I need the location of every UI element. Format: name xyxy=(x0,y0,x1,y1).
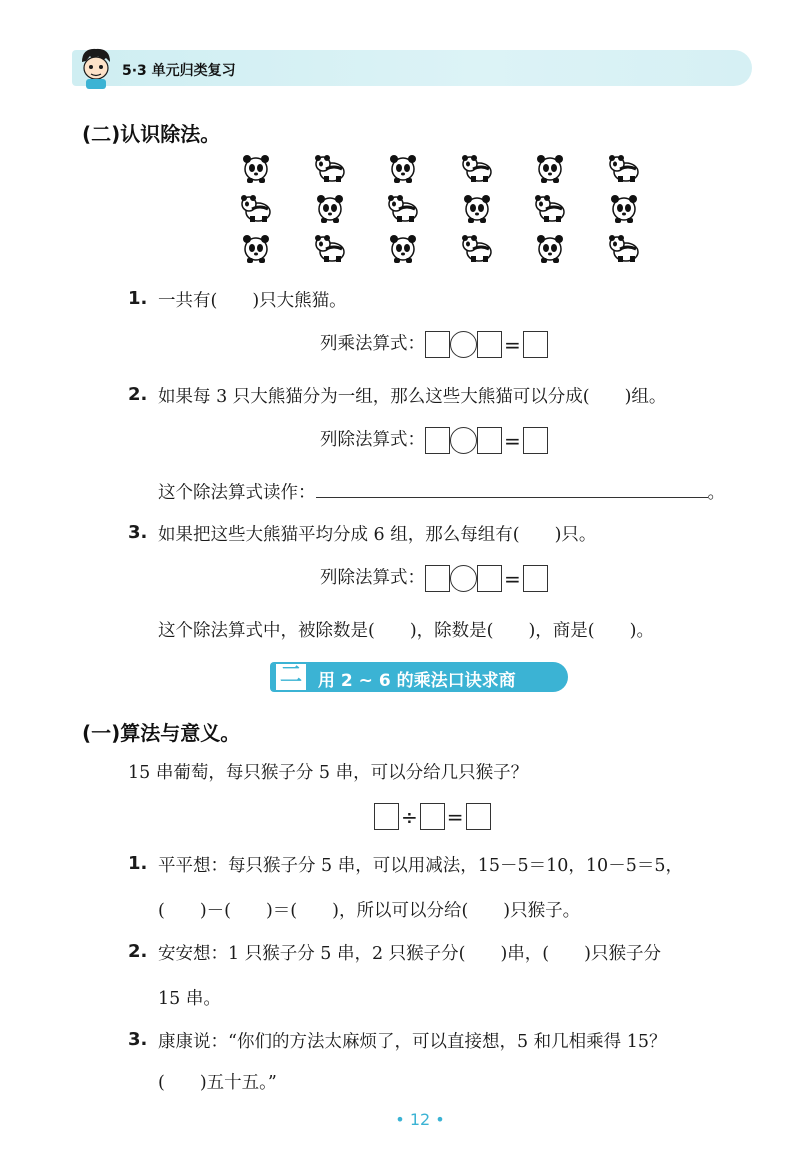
equals-sign: = xyxy=(504,332,521,357)
panda-grid xyxy=(240,152,640,272)
panda-icon xyxy=(240,192,272,224)
answer-box[interactable] xyxy=(477,565,502,592)
method-q3-line1: 康康说：“你们的方法太麻烦了，可以直接想，5 和几相乘得 15？ xyxy=(158,1032,667,1052)
answer-box[interactable] xyxy=(477,427,502,454)
division-formula-1 xyxy=(320,426,548,454)
panda-row xyxy=(240,152,640,184)
panda-icon xyxy=(240,232,272,264)
equals-sign: = xyxy=(504,566,521,591)
question-1-text: 一共有( )只大熊猫。 xyxy=(158,291,347,311)
formula-label: 列乘法算式： xyxy=(320,334,425,354)
answer-box[interactable] xyxy=(425,427,450,454)
mascot-icon xyxy=(76,46,116,90)
read-as-blank[interactable] xyxy=(316,479,708,498)
panda-icon xyxy=(314,232,346,264)
question-2-text: 如果每 3 只大熊猫分为一组，那么这些大熊猫可以分成( )组。 xyxy=(158,387,667,407)
panda-icon xyxy=(608,192,640,224)
method-q1-line2: ( )－( )＝( )，所以可以分给( )只猴子。 xyxy=(158,901,581,921)
formula-label: 列除法算式： xyxy=(320,568,425,588)
division-parts-text: 这个除法算式中，被除数是( )，除数是( )，商是( )。 xyxy=(158,621,654,641)
page-number: • 12 • xyxy=(395,1110,445,1129)
answer-box[interactable] xyxy=(523,565,548,592)
panda-icon xyxy=(461,152,493,184)
panda-icon xyxy=(387,152,419,184)
panda-icon xyxy=(461,192,493,224)
answer-box[interactable] xyxy=(466,803,491,830)
panda-icon xyxy=(387,192,419,224)
answer-box[interactable] xyxy=(523,331,548,358)
operator-circle[interactable] xyxy=(450,427,477,454)
answer-box[interactable] xyxy=(374,803,399,830)
equals-sign: = xyxy=(446,804,464,829)
grape-formula xyxy=(374,803,491,830)
grape-problem: 15 串葡萄，每只猴子分 5 串，可以分给几只猴子？ xyxy=(128,763,529,783)
panda-icon xyxy=(240,152,272,184)
question-3-text: 如果把这些大熊猫平均分成 6 组，那么每组有( )只。 xyxy=(158,525,597,545)
panda-icon xyxy=(608,152,640,184)
method-q1-line1: 平平想：每只猴子分 5 串，可以用减法，15－5＝10，10－5＝5， xyxy=(158,856,683,876)
method-question-number-1: 1. xyxy=(128,853,148,874)
banner-number: 二 xyxy=(274,662,308,692)
answer-box[interactable] xyxy=(425,565,450,592)
answer-box[interactable] xyxy=(523,427,548,454)
panda-icon xyxy=(461,232,493,264)
banner-title: 用 2 ~ 6 的乘法口诀求商 xyxy=(318,671,516,691)
panda-icon xyxy=(314,152,346,184)
panda-row xyxy=(240,232,640,264)
operator-circle[interactable] xyxy=(450,565,477,592)
answer-box[interactable] xyxy=(425,331,450,358)
answer-box[interactable] xyxy=(420,803,445,830)
panda-icon xyxy=(608,232,640,264)
section-title-method: (一)算法与意义。 xyxy=(82,721,241,745)
method-q3-line2: ( )五十五。” xyxy=(158,1073,277,1093)
panda-icon xyxy=(387,232,419,264)
panda-row xyxy=(240,192,640,224)
multiplication-formula xyxy=(320,330,548,358)
header-title: 5·3 单元归类复习 xyxy=(122,63,236,79)
equals-sign: = xyxy=(504,428,521,453)
method-q2-line2: 15 串。 xyxy=(158,989,221,1009)
method-question-number-2: 2. xyxy=(128,941,148,962)
method-question-number-3: 3. xyxy=(128,1029,148,1050)
question-number-3: 3. xyxy=(128,522,148,543)
section-title-divide: (二)认识除法。 xyxy=(82,122,221,146)
division-formula-2 xyxy=(320,564,548,592)
operator-circle[interactable] xyxy=(450,331,477,358)
panda-icon xyxy=(314,192,346,224)
panda-icon xyxy=(534,152,566,184)
question-number-2: 2. xyxy=(128,384,148,405)
divide-sign: ÷ xyxy=(401,804,418,829)
read-as-line xyxy=(158,479,725,504)
formula-label: 列除法算式： xyxy=(320,430,425,450)
panda-icon xyxy=(534,192,566,224)
panda-icon xyxy=(534,232,566,264)
answer-box[interactable] xyxy=(477,331,502,358)
method-q2-line1: 安安想：1 只猴子分 5 串，2 只猴子分( )串，( )只猴子分 xyxy=(158,944,661,964)
question-number-1: 1. xyxy=(128,288,148,309)
read-label: 这个除法算式读作： xyxy=(158,483,316,503)
read-end: 。 xyxy=(707,483,725,503)
